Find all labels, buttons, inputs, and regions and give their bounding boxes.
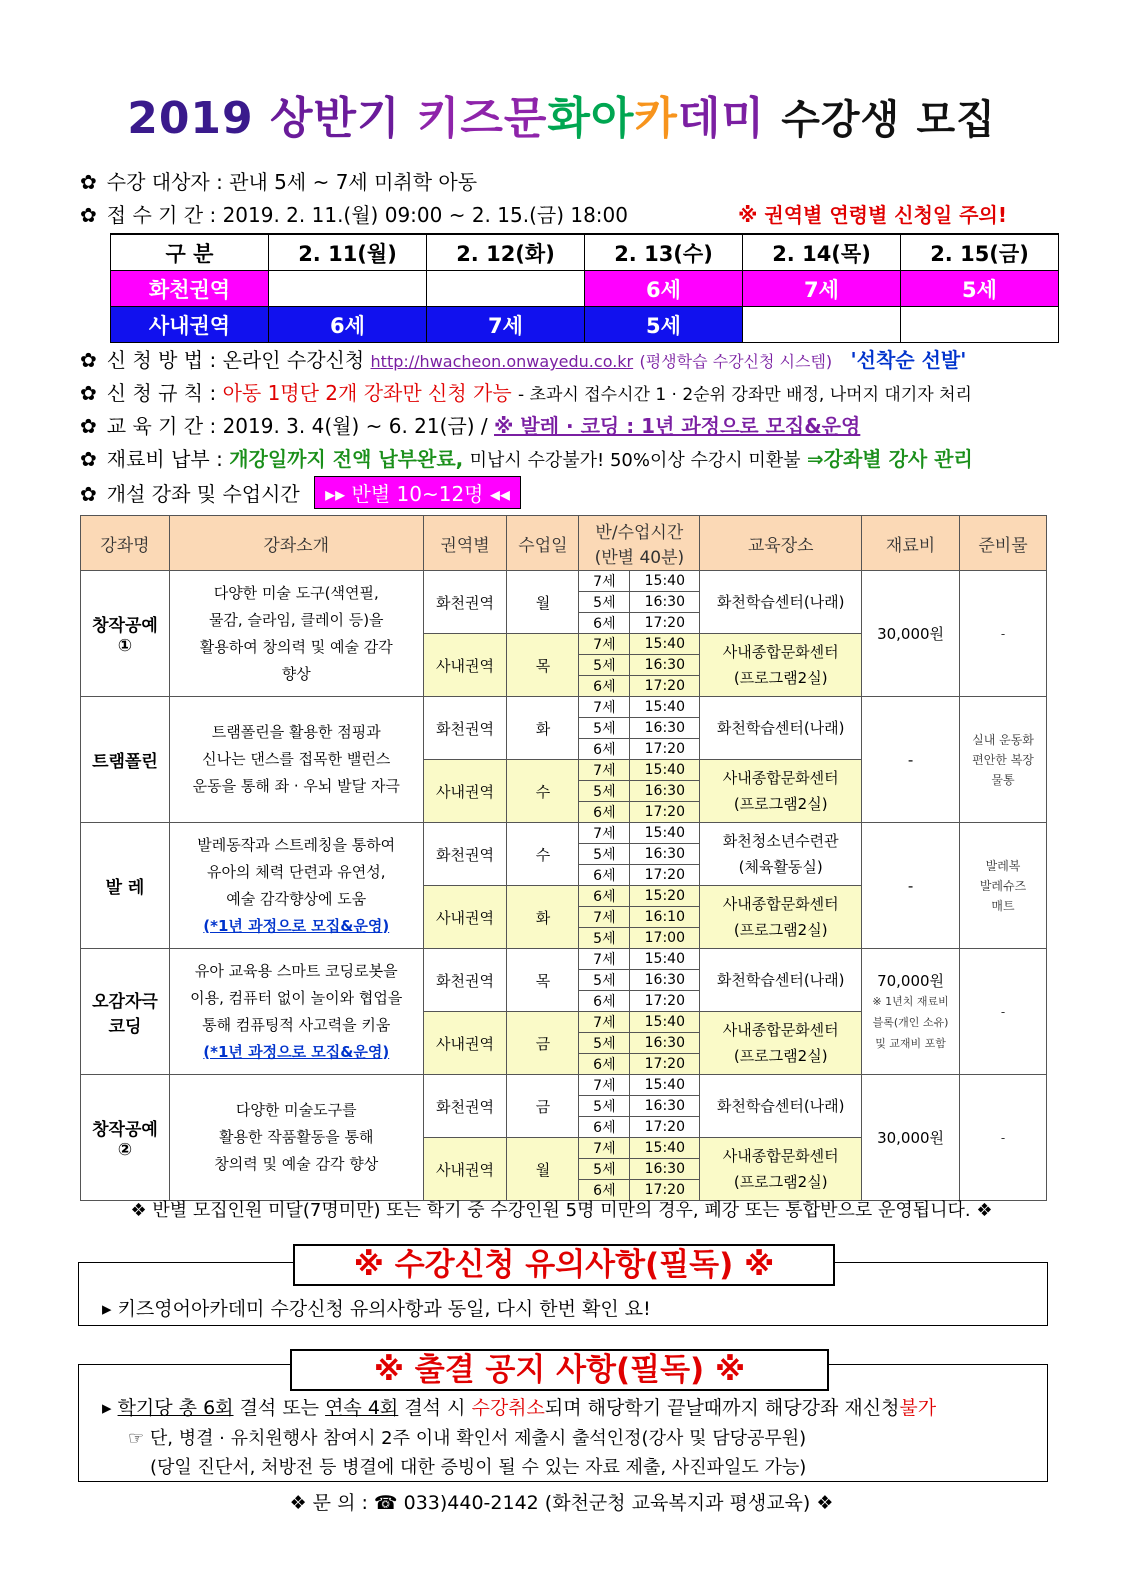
place-cell: 사내종합문화센터 (프로그램2실) <box>700 886 862 949</box>
fee-cell: 30,000원 <box>862 1075 960 1201</box>
flower-icon: ✿ <box>80 170 97 194</box>
day-cell: 목 <box>507 949 579 1012</box>
course-name: 오감자극 코딩 <box>81 949 170 1075</box>
info-method: ✿ 신 청 방 법 : 온라인 수강신청 http://hwacheon.onwayedu.co.kr (평생학습 수강신청 시스템) '선착순 선발' <box>80 348 967 372</box>
place-cell: 사내종합문화센터 (프로그램2실) <box>700 1138 862 1201</box>
class-age: 7세 <box>579 697 630 718</box>
class-age: 5세 <box>579 1033 630 1054</box>
course-desc: 다양한 미술 도구(색연필, 물감, 슬라임, 클레이 등)을 활용하여 창의력 및 예술 감각 향상 <box>169 571 423 697</box>
day-cell: 화 <box>507 697 579 760</box>
class-age: 6세 <box>579 991 630 1012</box>
day-cell: 월 <box>507 1138 579 1201</box>
class-time: 15:40 <box>630 697 700 718</box>
contact-footer: ❖ 문 의 : ☎ 033)440-2142 (화천군청 교육복지과 평생교육) ❖ <box>289 1492 834 1514</box>
notice-box-2-title: ※ 출결 공지 사항(필독) ※ <box>290 1349 829 1391</box>
class-time: 16:30 <box>630 655 700 676</box>
place-cell: 화천청소년수련관 (체육활동실) <box>700 823 862 886</box>
day-cell: 월 <box>507 571 579 634</box>
class-age: 6세 <box>579 613 630 634</box>
place-cell: 사내종합문화센터 (프로그램2실) <box>700 760 862 823</box>
prep-cell: - <box>960 1075 1047 1201</box>
class-time: 15:40 <box>630 1075 700 1096</box>
class-age: 6세 <box>579 676 630 697</box>
place-cell: 화천학습센터(나래) <box>700 949 862 1012</box>
day-cell: 수 <box>507 760 579 823</box>
class-time: 17:20 <box>630 1117 700 1138</box>
class-time: 15:40 <box>630 571 700 592</box>
schedule-table <box>110 233 1059 343</box>
notice-box-1-title: ※ 수강신청 유의사항(필독) ※ <box>293 1244 835 1286</box>
class-time: 16:30 <box>630 592 700 613</box>
course-desc: 트램폴린을 활용한 점핑과 신나는 댄스를 접목한 밸런스 운동을 통해 좌 · 우뇌 발달 자극 <box>169 697 423 823</box>
region-cell: 화천권역 <box>423 571 507 634</box>
class-age: 6세 <box>579 886 630 907</box>
course-row <box>81 823 1047 844</box>
class-age: 7세 <box>579 760 630 781</box>
class-time: 16:30 <box>630 781 700 802</box>
class-size-tag: ▸▸ 반별 10~12명 ◂◂ <box>314 476 521 509</box>
region-cell: 사내권역 <box>423 1012 507 1075</box>
fee-cell: - <box>862 697 960 823</box>
flower-icon: ✿ <box>80 482 97 506</box>
day-cell: 금 <box>507 1075 579 1138</box>
flower-icon: ✿ <box>80 203 97 227</box>
class-age: 5세 <box>579 1159 630 1180</box>
class-age: 5세 <box>579 781 630 802</box>
class-time: 17:20 <box>630 1054 700 1075</box>
course-desc: 다양한 미술도구를 활용한 작품활동을 통해 창의력 및 예술 감각 향상 <box>169 1075 423 1201</box>
class-time: 16:10 <box>630 907 700 928</box>
class-age: 5세 <box>579 844 630 865</box>
course-row <box>81 571 1047 592</box>
flower-icon: ✿ <box>80 381 97 405</box>
class-time: 16:30 <box>630 718 700 739</box>
region-cell: 사내권역 <box>423 1138 507 1201</box>
fee-cell: 70,000원 ※ 1년치 재료비 블록(개인 소유) 및 교재비 포함 <box>862 949 960 1075</box>
prep-cell: - <box>960 571 1047 697</box>
class-time: 15:40 <box>630 1012 700 1033</box>
class-time: 17:20 <box>630 991 700 1012</box>
class-time: 15:40 <box>630 823 700 844</box>
place-cell: 화천학습센터(나래) <box>700 697 862 760</box>
info-rule: ✿ 신 청 규 칙 : 아동 1명단 2개 강좌만 신청 가능 - 초과시 접수시간 1 · 2순위 강좌만 배정, 나머지 대기자 처리 <box>80 381 972 405</box>
class-age: 7세 <box>579 949 630 970</box>
course-row <box>81 697 1047 718</box>
place-cell: 사내종합문화센터 (프로그램2실) <box>700 1012 862 1075</box>
course-name: 발 레 <box>81 823 170 949</box>
class-time: 15:40 <box>630 760 700 781</box>
class-time: 17:20 <box>630 865 700 886</box>
class-age: 7세 <box>579 1012 630 1033</box>
class-time: 15:40 <box>630 1138 700 1159</box>
signup-link[interactable]: http://hwacheon.onwayedu.co.kr <box>370 352 634 371</box>
class-time: 15:40 <box>630 949 700 970</box>
class-time: 16:30 <box>630 844 700 865</box>
prep-cell: 발레복 발레슈즈 매트 <box>960 823 1047 949</box>
course-name: 창작공예 ① <box>81 571 170 697</box>
place-cell: 사내종합문화센터 (프로그램2실) <box>700 634 862 697</box>
day-cell: 수 <box>507 823 579 886</box>
attendance-rule: ▸ 학기당 총 6회 결석 또는 연속 4회 결석 시 수강취소되며 해당학기 끝날때까지 해당강좌 재신청불가 <box>102 1397 937 1419</box>
class-time: 15:20 <box>630 886 700 907</box>
class-age: 6세 <box>579 865 630 886</box>
course-desc: 발레동작과 스트레칭을 통하여 유아의 체력 단련과 유연성, 예술 감각향상에 도움 (*1년 과정으로 모집&운영) <box>169 823 423 949</box>
class-time: 15:40 <box>630 634 700 655</box>
fee-cell: - <box>862 823 960 949</box>
course-row <box>81 1075 1047 1096</box>
course-row <box>81 949 1047 970</box>
info-fee: ✿ 재료비 납부 : 개강일까지 전액 납부완료, 미납시 수강불가! 50%이상 수강시 미환불 ⇒강좌별 강사 관리 <box>80 447 973 471</box>
notice-box-1-line: ▸ 키즈영어아카데미 수강신청 유의사항과 동일, 다시 한번 확인 요! <box>102 1298 651 1320</box>
region-cell: 화천권역 <box>423 823 507 886</box>
class-time: 17:20 <box>630 676 700 697</box>
class-time: 16:30 <box>630 1033 700 1054</box>
flower-icon: ✿ <box>80 348 97 372</box>
schedule-row-hwacheon: 화천권역 6세 7세 5세 <box>111 271 1059 307</box>
closing-note: ❖ 반별 모집인원 미달(7명미만) 또는 학기 중 수강인원 5명 미만의 경우, 폐강 또는 통합반으로 운영됩니다. ❖ <box>130 1200 993 1221</box>
reception-warning: ※ 권역별 연령별 신청일 주의! <box>738 203 1007 227</box>
region-cell: 화천권역 <box>423 1075 507 1138</box>
class-age: 6세 <box>579 802 630 823</box>
region-cell: 화천권역 <box>423 697 507 760</box>
fee-cell: 30,000원 <box>862 571 960 697</box>
class-time: 17:20 <box>630 613 700 634</box>
class-time: 16:30 <box>630 1159 700 1180</box>
class-age: 7세 <box>579 634 630 655</box>
day-cell: 화 <box>507 886 579 949</box>
info-target: ✿ 수강 대상자 : 관내 5세 ~ 7세 미취학 아동 <box>80 170 478 194</box>
info-courses: ✿ 개설 강좌 및 수업시간 ▸▸ 반별 10~12명 ◂◂ <box>80 476 521 509</box>
class-age: 5세 <box>579 1096 630 1117</box>
class-age: 7세 <box>579 907 630 928</box>
course-name: 트램폴린 <box>81 697 170 823</box>
class-age: 7세 <box>579 571 630 592</box>
class-time: 16:30 <box>630 970 700 991</box>
class-age: 5세 <box>579 928 630 949</box>
class-time: 17:20 <box>630 1180 700 1201</box>
prep-cell: - <box>960 949 1047 1075</box>
class-time: 17:00 <box>630 928 700 949</box>
place-cell: 화천학습센터(나래) <box>700 1075 862 1138</box>
prep-cell: 실내 운동화 편안한 복장 물통 <box>960 697 1047 823</box>
attendance-evidence: (당일 진단서, 처방전 등 병결에 대한 증빙이 될 수 있는 자료 제출, 사진파일도 가능) <box>150 1457 807 1478</box>
class-age: 6세 <box>579 1180 630 1201</box>
course-header-row: 강좌명 강좌소개 권역별 수업일 반/수업시간 (반별 40분) 교육장소 재료비 준비물 <box>81 516 1047 571</box>
class-age: 6세 <box>579 1054 630 1075</box>
region-cell: 사내권역 <box>423 634 507 697</box>
class-time: 17:20 <box>630 739 700 760</box>
schedule-header-row: 구 분 2. 11(월) 2. 12(화) 2. 13(수) 2. 14(목) 2. 15(금) <box>111 234 1059 271</box>
class-age: 5세 <box>579 655 630 676</box>
class-time: 16:30 <box>630 1096 700 1117</box>
class-age: 6세 <box>579 739 630 760</box>
class-age: 5세 <box>579 970 630 991</box>
class-age: 7세 <box>579 1138 630 1159</box>
region-cell: 화천권역 <box>423 949 507 1012</box>
region-cell: 사내권역 <box>423 886 507 949</box>
class-age: 6세 <box>579 1117 630 1138</box>
page-title: 2019 상반기 키즈문화아카데미 수강생 모집 <box>127 93 996 144</box>
flower-icon: ✿ <box>80 414 97 438</box>
course-name: 창작공예 ② <box>81 1075 170 1201</box>
info-reception: ✿ 접 수 기 간 : 2019. 2. 11.(월) 09:00 ~ 2. 15.(금) 18:00 <box>80 203 628 227</box>
day-cell: 목 <box>507 634 579 697</box>
class-age: 5세 <box>579 718 630 739</box>
course-desc: 유아 교육용 스마트 코딩로봇을 이용, 컴퓨터 없이 놀이와 협업을 통해 컴퓨팅적 사고력을 키움 (*1년 과정으로 모집&운영) <box>169 949 423 1075</box>
info-period: ✿ 교 육 기 간 : 2019. 3. 4(월) ~ 6. 21(금) / ※ 발레 · 코딩 : 1년 과정으로 모집&운영 <box>80 414 861 438</box>
class-age: 7세 <box>579 823 630 844</box>
course-table <box>80 515 1047 1201</box>
flower-icon: ✿ <box>80 447 97 471</box>
attendance-exception: ☞ 단, 병결 · 유치원행사 참여시 2주 이내 확인서 제출시 출석인정(강사 및 담당공무원) <box>128 1428 807 1449</box>
day-cell: 금 <box>507 1012 579 1075</box>
class-age: 7세 <box>579 1075 630 1096</box>
schedule-row-sanae: 사내권역 6세 7세 5세 <box>111 307 1059 343</box>
region-cell: 사내권역 <box>423 760 507 823</box>
class-time: 17:20 <box>630 802 700 823</box>
place-cell: 화천학습센터(나래) <box>700 571 862 634</box>
class-age: 5세 <box>579 592 630 613</box>
